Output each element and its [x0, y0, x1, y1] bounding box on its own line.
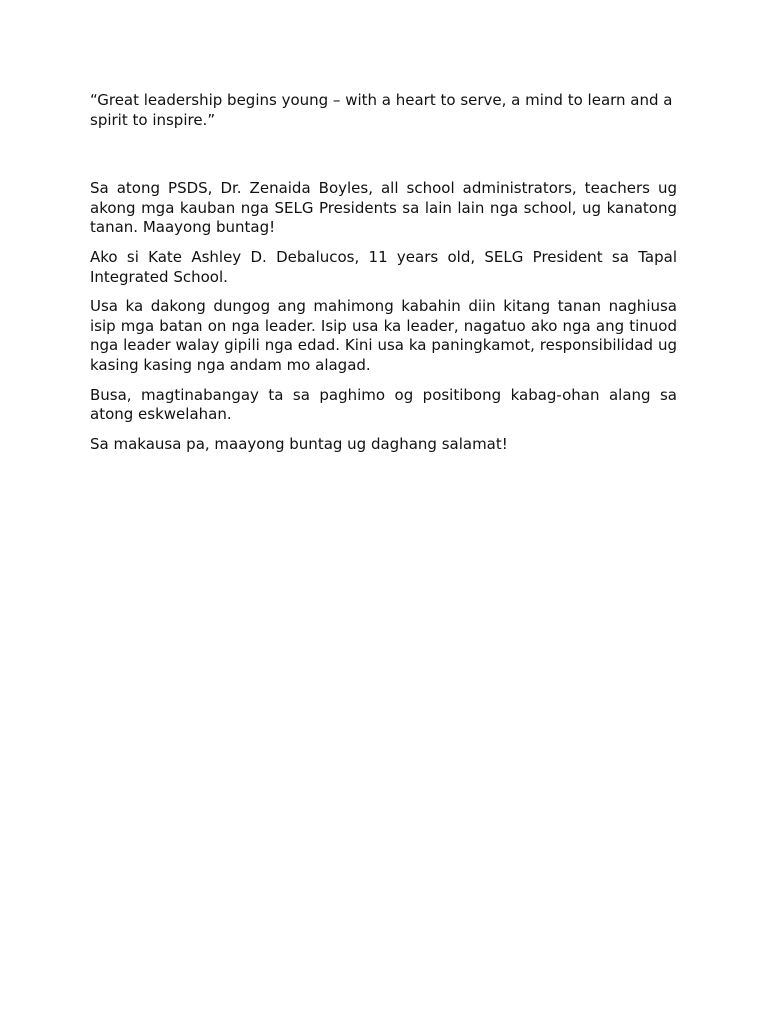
- opening-quote: “Great leadership begins young – with a heart to serve, a mind to learn and a spirit to inspire.”: [90, 91, 673, 129]
- leadership-paragraph: Usa ka dakong dungog ang mahimong kabahin diin kitang tanan naghiusa isip mga batan on nga leader. Isip usa ka leader, nagatuo ako nga ang tinuod nga leader walay gipili nga edad. Kini usa ka paningkamot, responsibilidad ug kasing kasing nga andam mo alagad.: [90, 297, 677, 374]
- document-body: [90, 91, 677, 464]
- greeting-paragraph: Sa atong PSDS, Dr. Zenaida Boyles, all school administrators, teachers ug akong mga kauban nga SELG Presidents sa lain lain nga school, ug kanatong tanan. Maayong buntag!: [90, 179, 677, 237]
- introduction-paragraph: Ako si Kate Ashley D. Debalucos, 11 years old, SELG President sa Tapal Integrated School.: [90, 247, 677, 286]
- call-to-action-paragraph: Busa, magtinabangay ta sa paghimo og positibong kabag-ohan alang sa atong eskwelahan.: [90, 385, 677, 424]
- closing-paragraph: Sa makausa pa, maayong buntag ug daghang salamat!: [90, 434, 508, 453]
